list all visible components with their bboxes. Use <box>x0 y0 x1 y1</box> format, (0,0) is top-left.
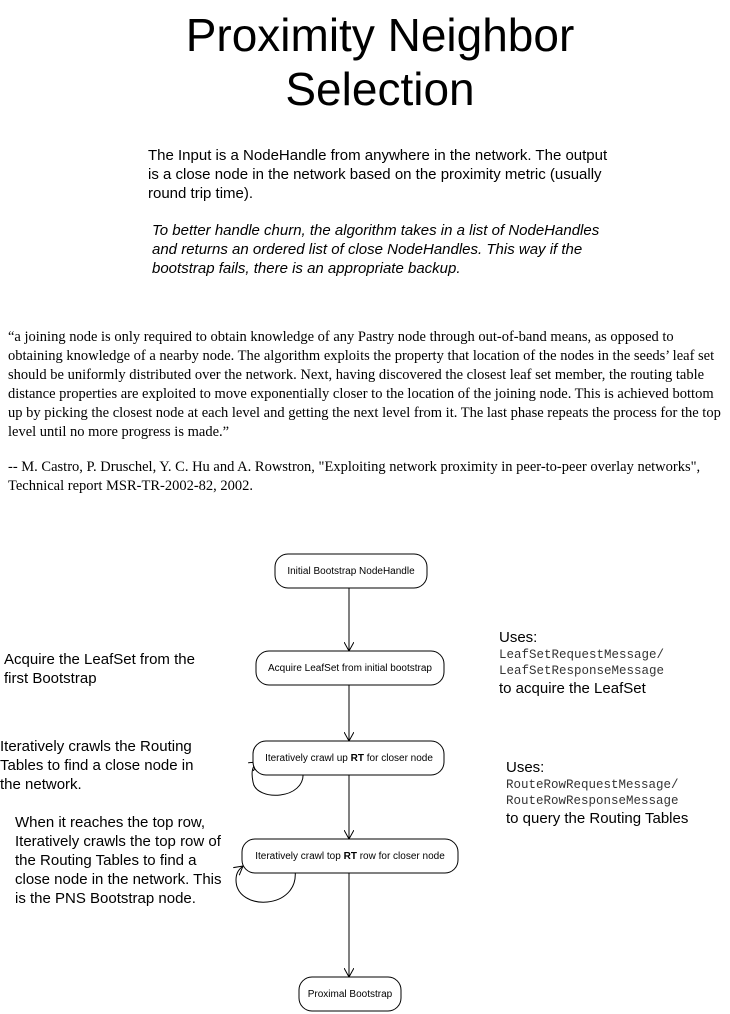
routerow-request-message: RouteRowRequestMessage/ <box>506 778 679 792</box>
leafset-request-message: LeafSetRequestMessage/ <box>499 648 665 662</box>
note-routerow-messages <box>506 758 726 828</box>
leafset-uses-label: Uses: <box>499 629 538 646</box>
routerow-response-message: RouteRowResponseMessage <box>506 794 679 808</box>
node-initial-bootstrap-label: Initial Bootstrap NodeHandle <box>287 566 415 577</box>
node-initial-bootstrap <box>275 554 427 588</box>
note-crawl-top-row: When it reaches the top row, Iteratively crawls the top row of the Routing Tables to find a close node in the network. This is the PNS Bootstrap node. <box>15 814 222 907</box>
routerow-purpose: to query the Routing Tables <box>506 810 689 827</box>
node-proximal-bootstrap-label: Proximal Bootstrap <box>307 989 393 1000</box>
node-crawl-top-row-label: Iteratively crawl top RT row for closer node <box>255 851 445 862</box>
leafset-response-message: LeafSetResponseMessage <box>499 664 665 678</box>
intro-italic-paragraph: To better handle churn, the algorithm takes in a list of NodeHandles and returns an ordered list of close NodeHandles. This way if the bootstrap fails, there is an appropriate backup. <box>152 222 600 277</box>
node-proximal-bootstrap <box>299 977 401 1011</box>
note-acquire-leafset: Acquire the LeafSet from the first Bootstrap <box>4 651 195 687</box>
node-crawl-top-row <box>242 839 458 873</box>
node-acquire-leafset <box>256 651 444 685</box>
note-crawl-routing-tables: Iteratively crawls the Routing Tables to find a close node in the network. <box>0 738 194 793</box>
quote-citation: -- M. Castro, P. Druschel, Y. C. Hu and A. Rowstron, "Exploiting network proximity in peer-to-peer overlay networks", Technical report MSR-TR-2002-82, 2002. <box>8 459 701 494</box>
note-leafset-messages <box>499 628 724 698</box>
title-line-2: Selection <box>285 63 475 115</box>
leafset-purpose: to acquire the LeafSet <box>499 680 646 697</box>
routerow-uses-label: Uses: <box>506 759 545 776</box>
node-acquire-leafset-label: Acquire LeafSet from initial bootstrap <box>268 663 432 674</box>
node-crawl-rt-label: Iteratively crawl up RT for closer node <box>265 753 433 764</box>
quote-text: “a joining node is only required to obtain knowledge of any Pastry node through out-of-band means, as opposed to obtaining knowledge of a nearby node. The algorithm exploits the property that location of the nodes in the seeds’ leaf set should be uniformly distributed over the network. Next, having discovered the closest leaf set member, the routing table distance properties are exploited to move exponentially closer to the location of the joining node. This is achieved bottom up by picking the closest node at each level and getting the next level from it. The last phase repeats the process for the top level until no more progress is made.” <box>8 329 721 440</box>
node-crawl-rt <box>253 741 444 775</box>
intro-paragraph: The Input is a NodeHandle from anywhere in the network. The output is a close node in the network based on the proximity metric (usually round trip time). <box>148 147 608 202</box>
title-line-1: Proximity Neighbor <box>185 9 575 61</box>
